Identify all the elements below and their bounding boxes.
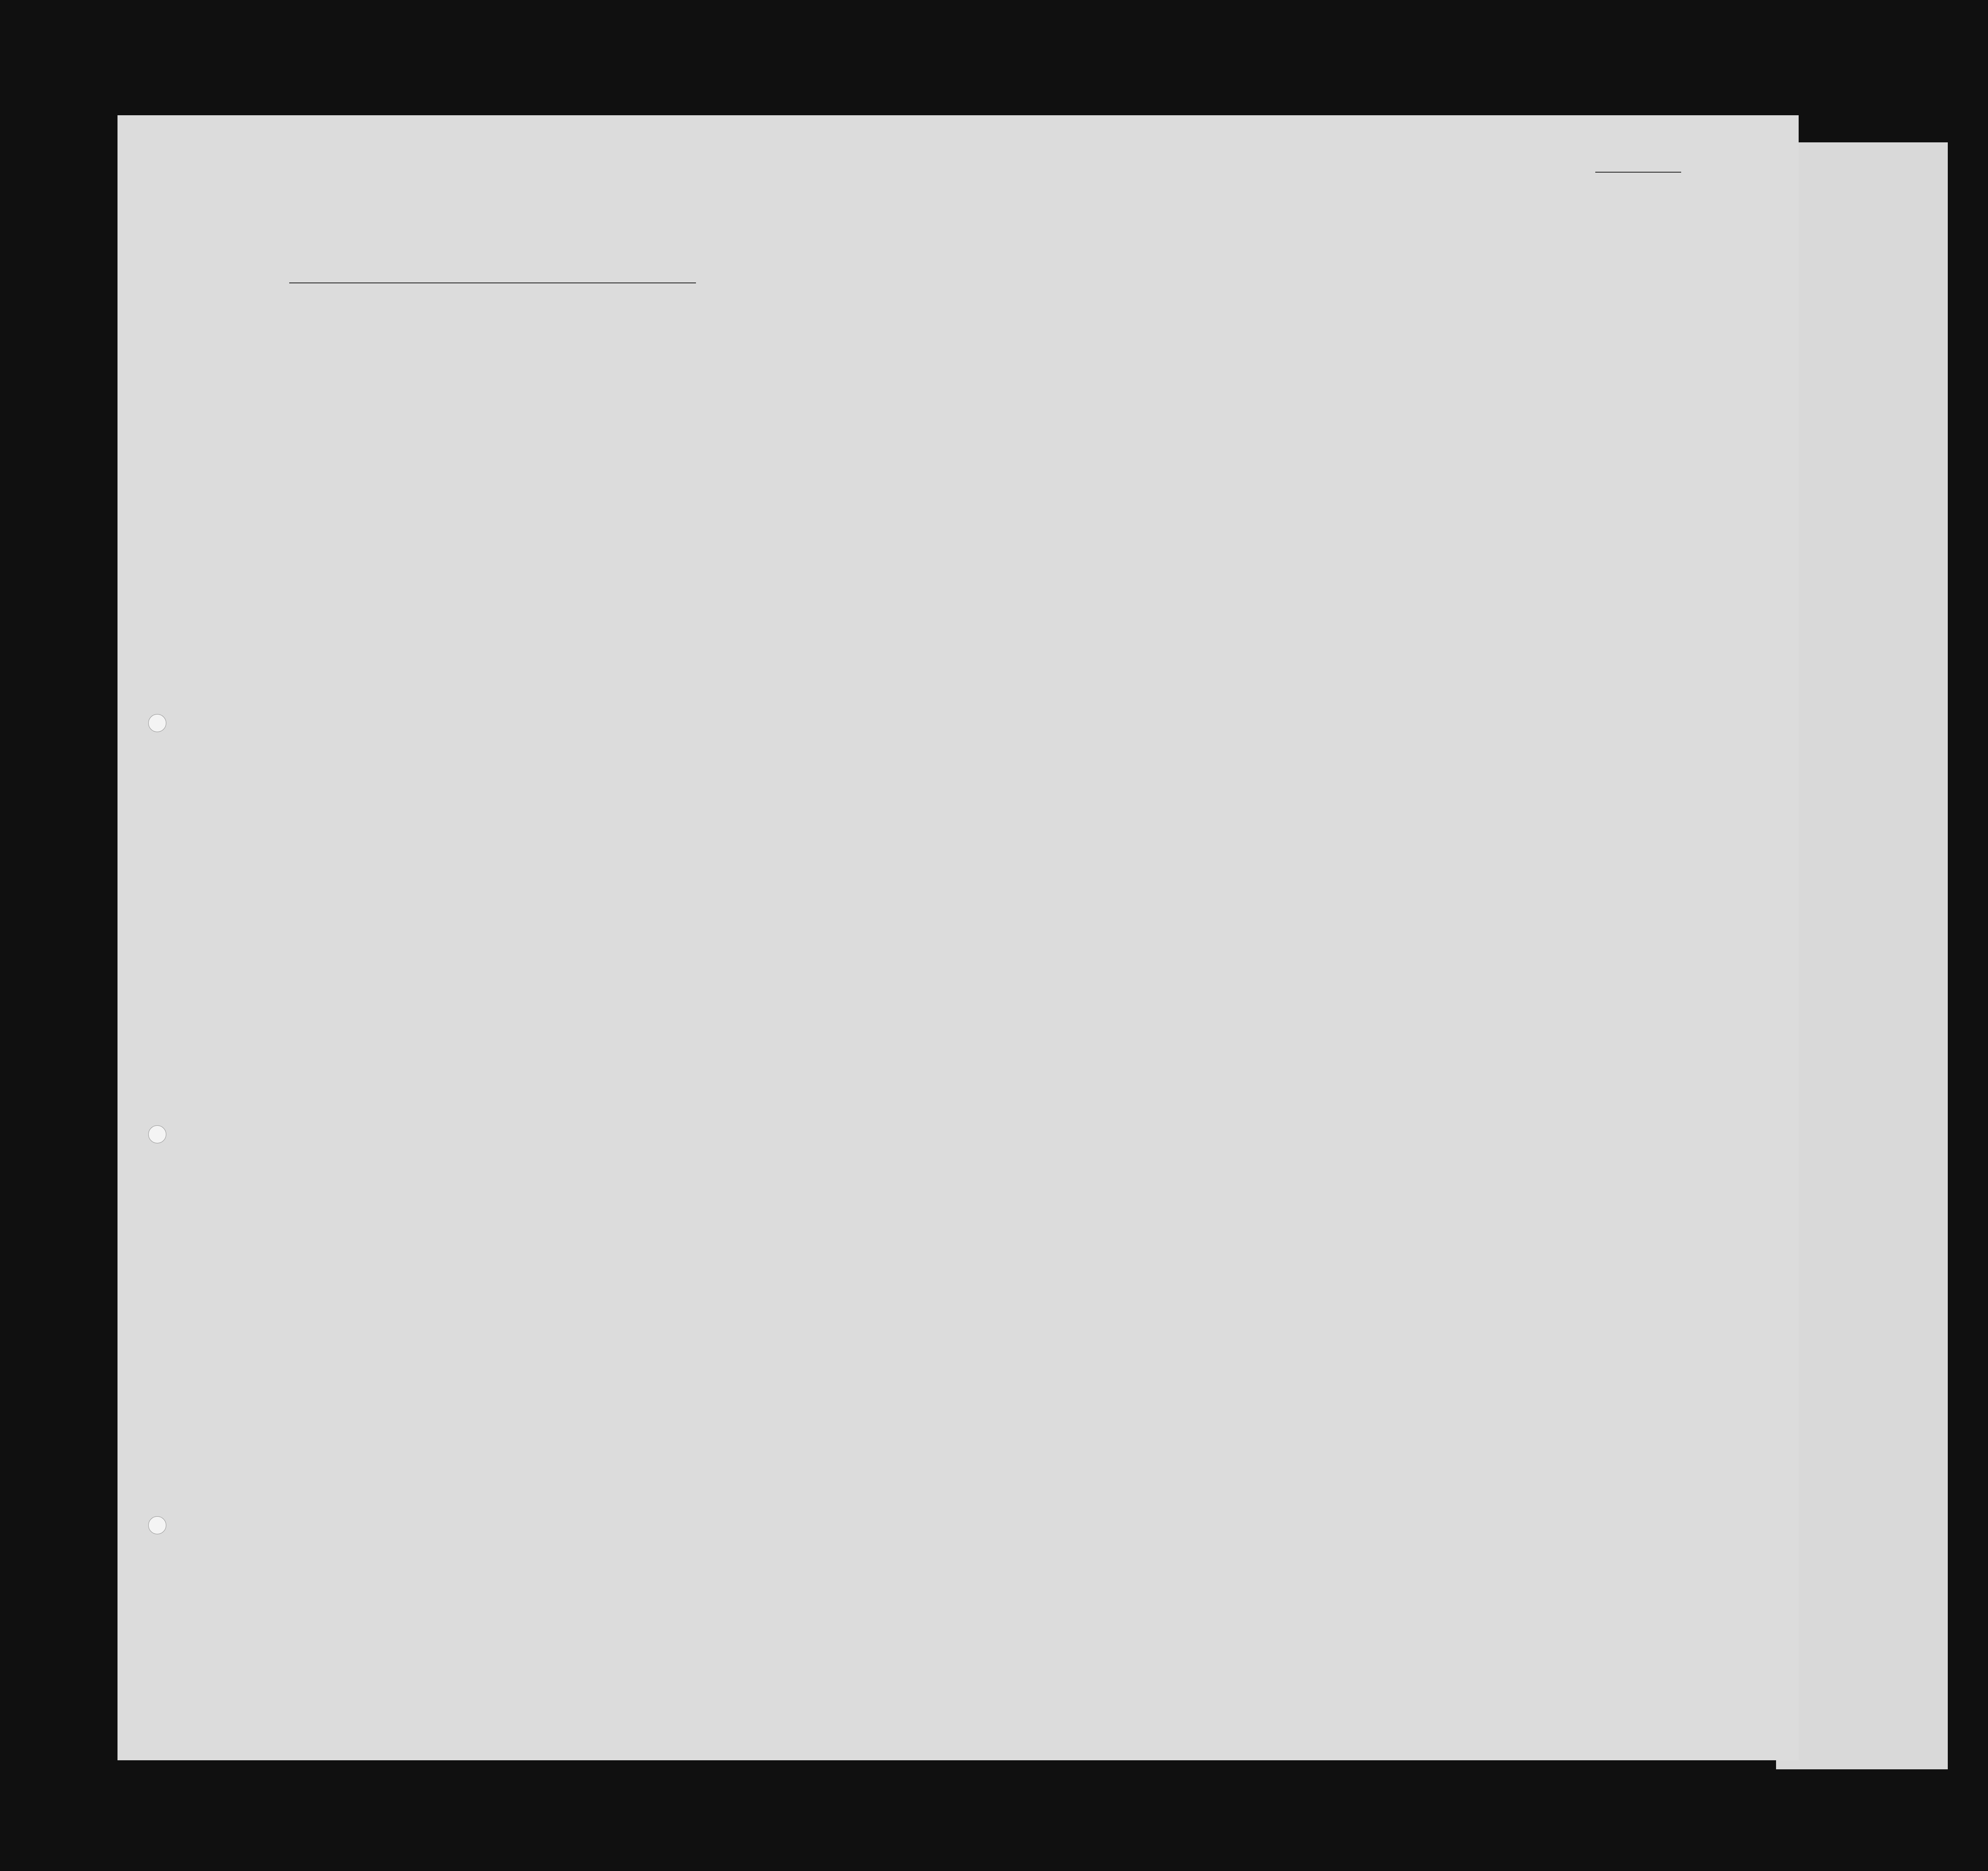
punch-hole [148,1125,166,1143]
punch-hole [148,714,166,732]
ship-underline [289,282,696,283]
manifest-page [117,115,1799,1760]
punch-hole [148,1516,166,1534]
back-sheet [1776,142,1948,1769]
number-underline [1595,172,1681,173]
